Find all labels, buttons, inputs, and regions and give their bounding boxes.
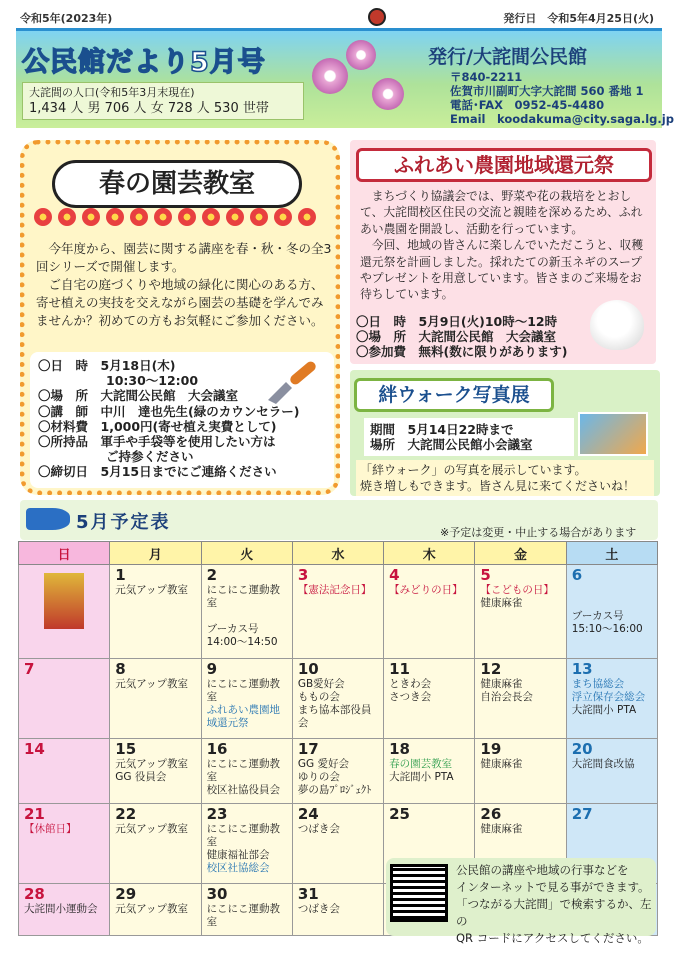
- festival-para-1: まちづくり協議会では、野菜や花の栽培をとおして、大詫間校区住民の交流と親睦を深めるため、ふれあい農園を開設し、活動を行っています。: [360, 189, 643, 236]
- onion-icon: [590, 300, 644, 350]
- calendar-day: [110, 658, 201, 738]
- flower-icon: [82, 208, 100, 226]
- newsletter-title: 公民館だより5月号: [22, 47, 266, 78]
- festival-date: 〇日 時 5月9日(火)10時～12時: [356, 314, 558, 329]
- festival-title: ふれあい農園地域還元祭: [356, 148, 652, 182]
- calendar-day: [110, 804, 201, 884]
- calendar-day: [384, 565, 475, 659]
- event-label: まち協本部役員会: [297, 703, 372, 729]
- calendar-day: [292, 884, 383, 936]
- population-values: 1,434 人 男 706 人 女 728 人 530 世帯: [29, 101, 269, 116]
- event-label: さつき会: [389, 690, 432, 703]
- day-number: 10: [297, 659, 319, 678]
- day-number: 20: [571, 739, 593, 758]
- event-label: 【みどりの日】: [389, 584, 463, 596]
- day-number: 9: [206, 659, 217, 678]
- flower-icon: [130, 208, 148, 226]
- day-number: 3: [297, 566, 309, 584]
- day-number: 11: [389, 659, 410, 678]
- calendar-day: [292, 738, 383, 804]
- calendar-day: [19, 804, 110, 884]
- era-label: 令和5年(2023年): [20, 12, 113, 25]
- day-number: 8: [115, 659, 126, 678]
- photo-period: 期間 5月14日22時まで: [370, 422, 514, 437]
- event-label: 【休館日】: [24, 823, 77, 836]
- event-label: GG 愛好会: [297, 757, 349, 770]
- qr-text: [456, 862, 652, 947]
- detail-lecturer: 〇講 師 中川 達也先生(緑のカウンセラー): [38, 403, 300, 419]
- flower-icon: [202, 208, 220, 226]
- calendar-day: [292, 565, 383, 659]
- detail-place: 〇場 所 大詫間公民館 大会議室: [38, 388, 239, 404]
- flower-icon: [58, 208, 76, 226]
- calendar-day: [201, 738, 292, 804]
- day-number: 30: [206, 885, 228, 904]
- phone: 電話･FAX 0952-45-4480: [450, 98, 605, 112]
- publisher-info: [450, 70, 674, 126]
- gardening-para-2: ご自宅の庭づくりや地域の緑化に関心のある方、寄せ植えの実技を交えながら園芸の基礎を学んでみませんか？初めての方もお気軽にご参加ください。: [36, 277, 324, 328]
- photo-title: 絆ウォーク写真展: [354, 378, 554, 412]
- calendar-day: [19, 884, 110, 936]
- event-label: 健康麻雀: [480, 823, 523, 836]
- day-number: 13: [571, 659, 593, 678]
- event-label: ブーカス号: [571, 610, 624, 622]
- weekday-header: 水: [292, 542, 383, 565]
- calendar-day: [110, 884, 201, 936]
- event-label: 校区社協総会: [206, 862, 270, 875]
- day-number: 6: [571, 566, 583, 584]
- calendar-day: [566, 658, 657, 738]
- event-label: 域還元祭: [206, 716, 249, 729]
- flower-icon: [274, 208, 292, 226]
- calendar-day: [19, 738, 110, 804]
- event-label: 大詫間小 PTA: [389, 770, 454, 783]
- postal-code: 〒840-2211: [450, 70, 523, 84]
- festival-place: 〇場 所 大詫間公民館 大会議室: [356, 329, 557, 344]
- flower-icon: [226, 208, 244, 226]
- event-label: 健康麻雀: [480, 597, 523, 609]
- day-number: 22: [115, 805, 137, 824]
- calendar-day: [110, 565, 201, 659]
- event-label: にこにこ運動教室: [206, 823, 281, 849]
- event-label: ももの会: [297, 690, 340, 703]
- calendar-day: [475, 565, 566, 659]
- event-label: 大詫間小運動会: [24, 903, 98, 916]
- address: 佐賀市川副町大字大詫間 560 番地 1: [450, 84, 644, 98]
- festival-text: [360, 188, 650, 303]
- calendar-day: [110, 738, 201, 804]
- event-label: GG 役員会: [115, 770, 167, 783]
- weekday-header: 火: [201, 542, 292, 565]
- flower-icon: [178, 208, 196, 226]
- event-label: つばき会: [297, 823, 340, 836]
- event-label: ふれあい農園地: [206, 703, 281, 716]
- weekday-header: 日: [19, 542, 110, 565]
- event-label: にこにこ運動教室: [206, 757, 281, 783]
- flower-icon: [298, 208, 316, 226]
- issue-date: 発行日 令和5年4月25日(火): [503, 12, 654, 25]
- flower-row: [34, 208, 324, 230]
- photo-note-2: 焼き増しもできます。皆さん見に来てくださいね！: [360, 479, 636, 493]
- event-label: GB愛好会: [297, 677, 345, 690]
- day-number: 7: [24, 659, 35, 678]
- detail-date: 〇日 時 5月18日(木): [38, 358, 176, 373]
- festival-para-2: 今回、地域の皆さんに楽しんでいただこうと、収穫還元祭を計画しました。採れたての新玉ネギのスープやプレゼントを用意しています。皆さまのご来場をお待ちしています。: [360, 238, 644, 302]
- event-label: 元気アップ教室: [115, 823, 189, 836]
- event-label: まち協総会: [571, 677, 625, 690]
- calendar-day: [201, 804, 292, 884]
- event-label: 元気アップ教室: [115, 584, 189, 596]
- event-label: 浮立保存会総会: [571, 690, 646, 703]
- calendar-day: [384, 658, 475, 738]
- event-label: 元気アップ教室: [115, 903, 189, 916]
- walk-photo-image: [578, 412, 648, 456]
- event-label: つばき会: [297, 903, 340, 916]
- qr-line-3: 「つながる大詫間」で検索するか、左の: [456, 897, 652, 928]
- day-number: 16: [206, 739, 228, 758]
- gardening-para-1: 今年度から、園芸に関する講座を春・秋・冬の全3回シリーズで開催します。: [36, 241, 332, 274]
- population-caption: 大詫間の人口(令和5年3月末現在): [29, 86, 195, 99]
- event-label: 大詫間食改協: [571, 757, 635, 770]
- weekday-header: 金: [475, 542, 566, 565]
- event-label: 健康福祉部会: [206, 849, 270, 862]
- day-number: 17: [297, 739, 319, 758]
- day-number: 24: [297, 805, 319, 824]
- calendar-day: [384, 738, 475, 804]
- day-number: 27: [571, 805, 593, 824]
- event-label: 【憲法記念日】: [297, 584, 372, 596]
- day-number: 25: [389, 805, 410, 824]
- flower-icon: [34, 208, 52, 226]
- day-number: 4: [389, 566, 400, 584]
- event-label: [572, 597, 652, 610]
- event-label: 15:10～16:00: [571, 623, 643, 635]
- calendar-day: [201, 884, 292, 936]
- calendar-day: [19, 658, 110, 738]
- event-label: ブーカス号: [206, 623, 259, 635]
- qr-line-1: 公民館の講座や地域の行事などを: [456, 863, 629, 877]
- calendar-day: [201, 565, 292, 659]
- calendar-day: [566, 738, 657, 804]
- day-number: 2: [206, 566, 217, 584]
- day-number: 19: [480, 739, 502, 758]
- gardening-text: [36, 240, 332, 330]
- flower-icon: [106, 208, 124, 226]
- event-label: 元気アップ教室: [115, 677, 189, 690]
- population-box: [22, 82, 304, 120]
- day-number: 31: [297, 885, 319, 904]
- qr-line-2: インターネットで見る事ができます。: [456, 880, 650, 894]
- publisher: 発行/大詫間公民館: [428, 46, 587, 68]
- clover-flower-icon: [312, 58, 348, 94]
- calendar-day: [292, 804, 383, 884]
- kabuto-helmet-icon: [44, 573, 84, 629]
- event-label: 【こどもの日】: [480, 584, 554, 596]
- weekday-header: 土: [566, 542, 657, 565]
- event-label: 校区社協役員会: [206, 783, 281, 796]
- detail-belongings: 〇所持品 軍手や手袋等を使用したい方は: [38, 434, 276, 450]
- clover-flower-icon: [372, 78, 404, 110]
- calendar-day: [201, 658, 292, 738]
- photo-note-1: 「絆ウォーク」の写真を展示しています。: [360, 463, 587, 477]
- flower-icon: [250, 208, 268, 226]
- day-number: 21: [24, 805, 45, 824]
- event-label: [207, 610, 287, 623]
- day-number: 15: [115, 739, 137, 758]
- day-number: 12: [480, 659, 502, 678]
- flower-icon: [154, 208, 172, 226]
- day-number: 14: [24, 739, 45, 758]
- event-label: ときわ会: [389, 677, 432, 690]
- event-label: にこにこ運動教室: [206, 677, 281, 703]
- photo-details: [364, 418, 574, 456]
- calendar-title: 5月予定表: [76, 512, 171, 533]
- ladybug-icon: [368, 8, 386, 26]
- day-number: 26: [480, 805, 502, 824]
- event-label: 14:00～14:50: [206, 636, 278, 648]
- day-number: 29: [115, 885, 137, 904]
- photo-place: 場所 大詫間公民館小会議室: [370, 437, 533, 452]
- trowel-icon: [262, 360, 322, 406]
- event-label: 自治会長会: [480, 690, 533, 703]
- event-label: にこにこ運動教室: [206, 903, 281, 929]
- calendar-day: [475, 738, 566, 804]
- weekday-header: 木: [384, 542, 475, 565]
- festival-details: [356, 314, 596, 359]
- calendar-day: [19, 565, 110, 659]
- event-label: 元気アップ教室: [115, 757, 189, 770]
- day-number: 5: [480, 566, 491, 584]
- event-label: [572, 584, 652, 597]
- day-number: 18: [389, 739, 410, 758]
- festival-fee: 〇参加費 無料(数に限りがあります): [356, 344, 568, 359]
- clover-flower-icon: [346, 40, 376, 70]
- event-label: 健康麻雀: [480, 757, 523, 770]
- calendar-day: [566, 565, 657, 659]
- day-number: 1: [115, 566, 126, 584]
- qr-line-4: QR コードにアクセスしてください。: [456, 931, 649, 945]
- event-label: 春の園芸教室: [389, 757, 453, 770]
- calendar-day: [292, 658, 383, 738]
- carp-streamer-icon: [26, 508, 70, 530]
- calendar-note: ※予定は変更・中止する場合があります: [440, 526, 637, 539]
- day-number: 23: [206, 805, 228, 824]
- gardening-title: 春の園芸教室: [52, 160, 302, 208]
- calendar-day: [475, 658, 566, 738]
- weekday-header: 月: [110, 542, 201, 565]
- detail-time: 10:30～12:00: [106, 373, 199, 389]
- detail-fee: 〇材料費 1,000円(寄せ植え実費として): [38, 418, 277, 434]
- day-number: 28: [24, 885, 45, 904]
- event-label: 健康麻雀: [480, 677, 523, 690]
- detail-deadline: 〇締切日 5月15日までにご連絡ください: [38, 464, 277, 480]
- event-label: ゆりの会: [297, 770, 340, 783]
- photo-note: [356, 460, 654, 496]
- event-label: 夢の島ﾌﾟﾛｼﾞｪｸﾄ: [297, 783, 372, 796]
- email[interactable]: Email koodakuma@city.saga.lg.jp: [450, 112, 674, 126]
- qr-code[interactable]: [390, 864, 448, 922]
- event-label: 大詫間小 PTA: [571, 703, 637, 716]
- detail-belongings-2: ご持参ください: [106, 449, 194, 465]
- event-label: にこにこ運動教室: [206, 584, 281, 609]
